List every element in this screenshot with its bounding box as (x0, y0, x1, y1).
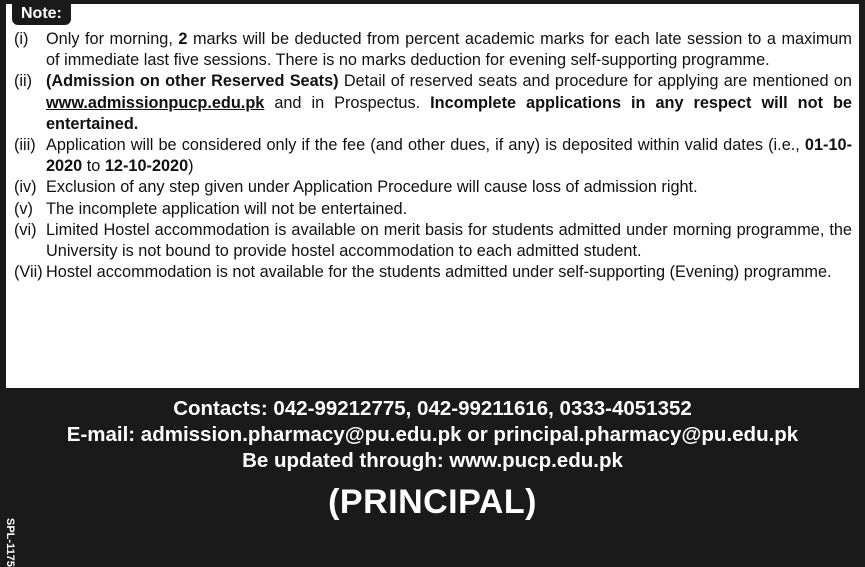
note-text-run: marks will be deducted from percent academic marks for each late session to a maximum of immediate last five sessions. There is no marks deduction for evening self-supporting programme. (46, 30, 852, 70)
note-text (46, 29, 852, 71)
contact-footer (0, 388, 865, 531)
note-number: (iii) (14, 136, 36, 155)
note-text-run: Hostel accommodation is not available for the students admitted under self-supporting (Evening) programme. (46, 263, 832, 282)
note-number: (ii) (14, 72, 33, 91)
website-link[interactable]: www.admissionpucp.edu.pk (46, 93, 265, 112)
note-text-run: Limited Hostel accommodation is available on merit basis for students admitted under morning programme, the University is not bound to provide hostel accommodation to each admitted student. (46, 220, 852, 261)
note-item (14, 29, 852, 71)
note-text-run: (Admission on other Reserved Seats) (46, 72, 339, 91)
note-text (46, 135, 852, 177)
note-item (14, 135, 852, 177)
note-text-run: ) (188, 157, 194, 176)
note-number: (v) (14, 199, 33, 218)
note-item (14, 177, 852, 198)
note-text-run: Incomplete applications in any respect will not be entertained. (46, 93, 852, 133)
note-label: Note: (12, 4, 71, 25)
note-item (14, 262, 852, 283)
note-text (46, 199, 852, 220)
note-item (14, 71, 852, 135)
ad-code: SPL-1175 (4, 518, 16, 567)
note-text-run: and in Prospectus. (264, 93, 431, 112)
notes-list (14, 29, 852, 283)
note-text (46, 177, 852, 198)
notes-panel (6, 4, 859, 388)
note-text-run: The incomplete application will not be entertained. (46, 199, 408, 218)
note-number: (Vii) (14, 263, 43, 282)
note-text-run: Only for morning, (46, 30, 179, 48)
note-text-run: 01-10-2020 (46, 136, 852, 176)
note-text (46, 262, 852, 283)
note-number: (vi) (14, 220, 37, 239)
note-text-run: Detail of reserved seats and procedure for applying are mentioned on (338, 72, 852, 91)
note-text-run: 12-10-2020 (104, 157, 189, 176)
note-text-run: Exclusion of any step given under Application Procedure will cause loss of admission right. (46, 178, 698, 197)
note-number: (iv) (14, 178, 37, 197)
note-text (46, 71, 852, 135)
contacts-line: Contacts: 042-99212775, 042-99211616, 0333-4051352 (173, 397, 692, 420)
website-line: Be updated through: www.pucp.edu.pk (242, 449, 623, 472)
note-number: (i) (14, 30, 29, 48)
note-text-run: to (82, 157, 105, 176)
note-text-run: 2 (178, 30, 188, 48)
note-item (14, 220, 852, 262)
email-line: E-mail: admission.pharmacy@pu.edu.pk or principal.pharmacy@pu.edu.pk (66, 423, 799, 446)
note-item (14, 199, 852, 220)
note-text-run: Application will be considered only if the fee (and other dues, if any) is deposited within valid dates (i.e., (46, 136, 805, 155)
note-text (46, 220, 852, 262)
principal-signature: (PRINCIPAL) (328, 483, 537, 521)
